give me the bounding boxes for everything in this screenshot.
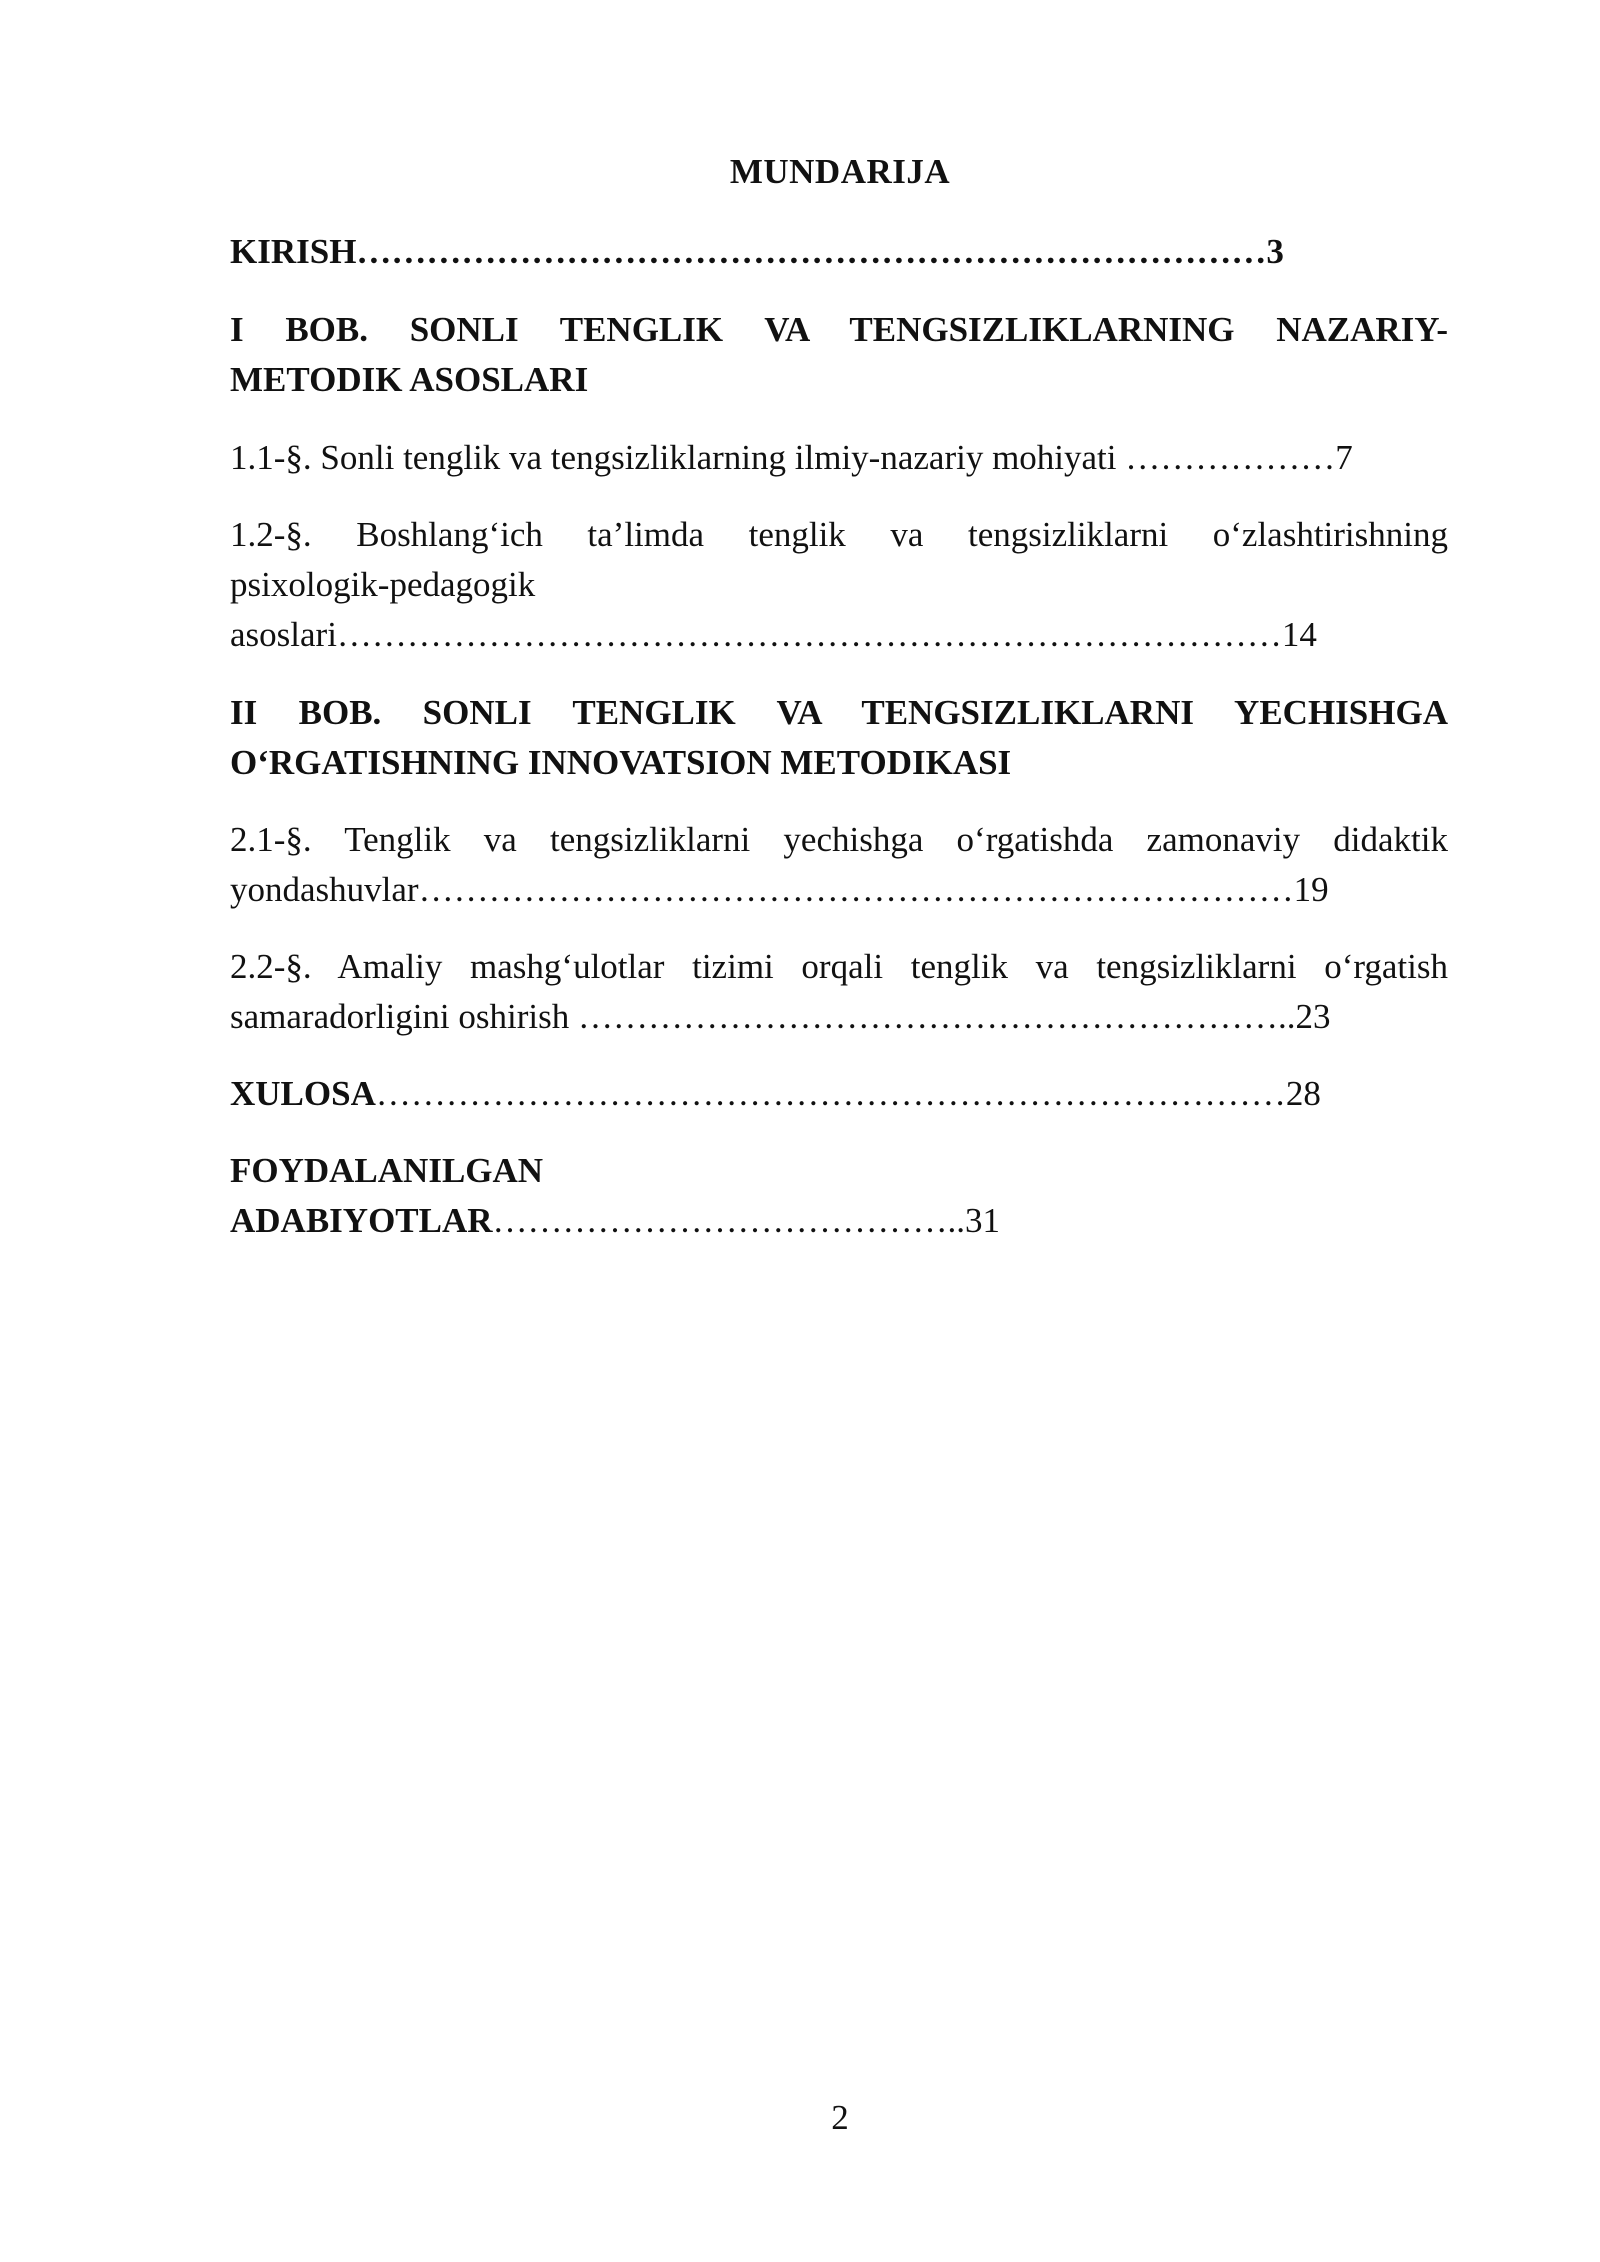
toc-section-2-1-line-1: 2.1-§. Tenglik va tengsizliklarni yechishga o‘rgatishda zamonaviy didaktik <box>230 820 1448 859</box>
toc-chapter-2-line-2: O‘RGATISHNING INNOVATSION METODIKASI <box>230 743 1012 782</box>
toc-section-2-2-line-2: samaradorligini oshirish ……………………………………………………..23 <box>230 997 1331 1036</box>
toc-section-2-2-line-1: 2.2-§. Amaliy mashg‘ulotlar tizimi orqali tenglik va tengsizliklarni o‘rgatish <box>230 947 1448 986</box>
toc-section-1-2-line-2: psixologik-pedagogik <box>230 565 536 604</box>
toc-chapter-2-line-1: II BOB. SONLI TENGLIK VA TENGSIZLIKLARNI YECHISHGA <box>230 693 1448 732</box>
toc-entry-references-leader: …………………………………..31 <box>492 1201 1001 1240</box>
toc-entry-references-label: ADABIYOTLAR <box>230 1201 493 1240</box>
toc-entry-kirish: KIRISH……………………………………………………………………3 <box>230 232 1284 271</box>
toc-section-1-2-line-3: asoslari………………………………………………………………………14 <box>230 615 1317 654</box>
toc-entry-references-line-2 <box>230 1196 1454 1246</box>
toc-section-2-1-line-2: yondashuvlar…………………………………………………………………19 <box>230 870 1329 909</box>
toc-chapter-1-line-1: I BOB. SONLI TENGLIK VA TENGSIZLIKLARNING NAZARIY- <box>230 310 1448 349</box>
toc-section-1-1: 1.1-§. Sonli tenglik va tengsizliklarning ilmiy-nazariy mohiyati ………………7 <box>230 438 1353 477</box>
toc-chapter-1-line-2: METODIK ASOSLARI <box>230 360 589 399</box>
toc-entry-references-line-1: FOYDALANILGAN <box>230 1151 544 1190</box>
toc-entry-xulosa-leader: ……………………………………………………………………28 <box>375 1074 1321 1113</box>
toc-entry-xulosa <box>230 1069 1454 1119</box>
toc-section-1-2-line-1: 1.2-§. Boshlang‘ich ta’limda tenglik va tengsizliklarni o‘zlashtirishning <box>230 515 1448 554</box>
page-number: 2 <box>831 2098 849 2137</box>
toc-title: MUNDARIJA <box>729 152 951 191</box>
toc-entry-xulosa-label: XULOSA <box>230 1074 376 1113</box>
